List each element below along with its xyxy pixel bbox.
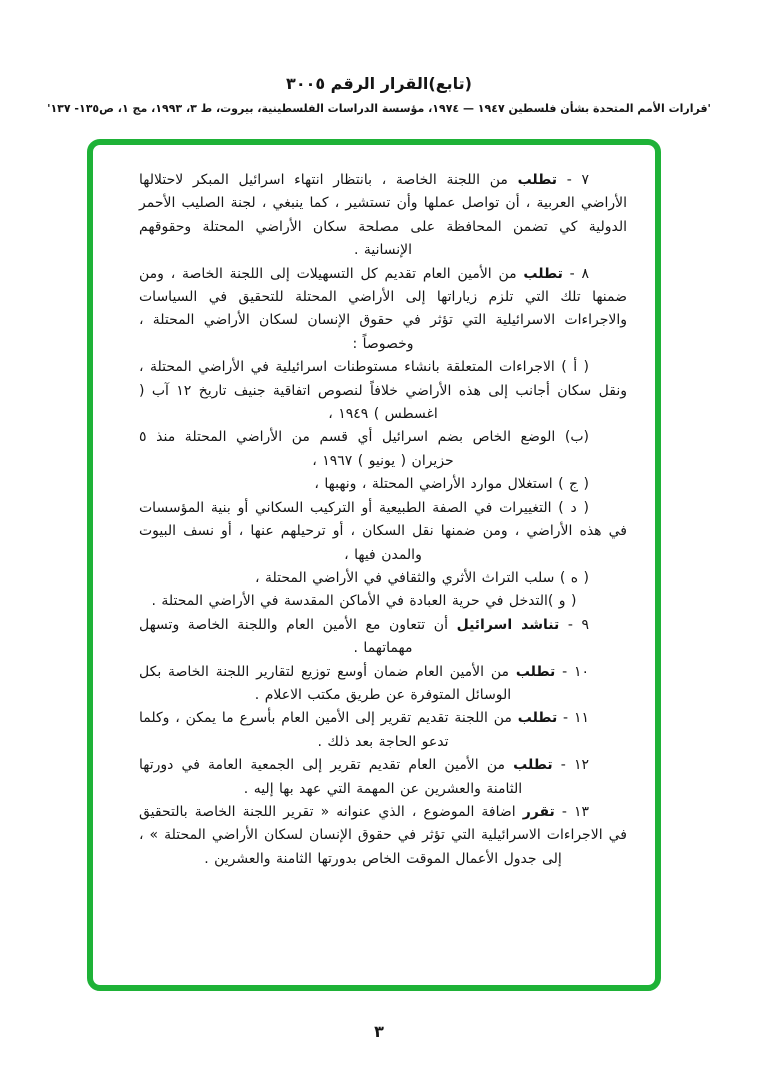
paragraph-10 xyxy=(139,661,627,708)
paragraph-11 xyxy=(139,707,627,754)
paragraph-13 xyxy=(139,801,627,871)
para-text: من الأمين العام تقديم كل التسهيلات إلى اللجنة الخاصة ، ومن ضمنها تلك التي تلزم زياراتها إلى الأراضي المحتلة للتحقيق في السياسات والاجراءات الاسرائيلية التي تؤثر في حقوق الإنسان لسكان الأراضي المحتلة ، وخصوصاً : xyxy=(139,265,627,352)
subitem-ha xyxy=(139,567,627,590)
subitem-ba xyxy=(139,426,627,473)
citation-line: 'قرارات الأمم المتحدة بشأن فلسطين ١٩٤٧ — ١٩٧٤، مؤسسة الدراسات الفلسطينية، بيروت، ط ٣، ١٩٩٣، مج ١، ص١٣٥- ١٣٧' xyxy=(47,102,711,115)
para-number: ( ج ) xyxy=(552,476,589,493)
para-text: التدخل في حرية العبادة في الأماكن المقدسة في الأراضي المحتلة . xyxy=(151,593,548,610)
subitem-waw xyxy=(139,590,627,613)
para-number: ( د ) xyxy=(551,499,589,516)
para-text: استغلال موارد الأراضي المحتلة ، ونهبها ، xyxy=(314,476,553,493)
paragraph-7 xyxy=(139,169,627,263)
para-text: الوضع الخاص بضم اسرائيل أي قسم من الأراضي المحتلة منذ ٥ حزيران ( يونيو ) ١٩٦٧ ، xyxy=(139,429,556,469)
para-text: سلب التراث الأثري والثقافي في الأراضي المحتلة ، xyxy=(255,569,555,586)
para-text: اضافة الموضوع ، الذي عنوانه « تقرير اللجنة الخاصة بالتحقيق في الاجراءات الاسرائيلية التي تؤثر في حقوق الإنسان لسكان الأراضي المحتلة » ، إلى جدول الأعمال الموقت الخاص بدورتها الثامنة والعشرين . xyxy=(139,803,627,867)
para-text: من الأمين العام تقديم تقرير إلى الجمعية العامة في دورتها الثامنة والعشرين عن المهمة التي عهد بها إليه . xyxy=(139,757,523,797)
para-number: ١٠ - xyxy=(555,663,590,680)
page-number: ٣ xyxy=(374,1022,384,1041)
para-text: من اللجنة تقديم تقرير إلى الأمين العام بأسرع ما يمكن ، وكلما تدعو الحاجة بعد ذلك . xyxy=(139,710,518,750)
subitem-jeem xyxy=(139,473,627,496)
para-keyword: تناشد اسرائيل xyxy=(456,616,560,633)
subitem-dal xyxy=(139,497,627,567)
para-number: ١١ - xyxy=(557,710,590,727)
paragraph-12 xyxy=(139,754,627,801)
paragraph-9 xyxy=(139,614,627,661)
para-number: ( أ ) xyxy=(554,359,589,376)
document-frame xyxy=(87,139,661,991)
resolution-body xyxy=(93,145,655,871)
para-text: الاجراءات المتعلقة بانشاء مستوطنات اسرائيلية في الأراضي المحتلة ، ونقل سكان أجانب إلى هذه الأراضي خلافاً لنصوص اتفاقية جنيف تاريخ ١٢ آب ( اغسطس ) ١٩٤٩ ، xyxy=(139,359,627,423)
para-number: ١٣ - xyxy=(554,803,589,820)
para-number: ٨ - xyxy=(562,265,590,282)
para-keyword: تطلب xyxy=(513,757,553,774)
para-text: من الأمين العام ضمان أوسع توزيع لتقارير اللجنة الخاصة بكل الوسائل المتوفرة عن طريق مكتب الاعلام . xyxy=(139,663,516,703)
para-text: أن تتعاون مع الأمين العام واللجنة الخاصة وتسهل مهماتهما . xyxy=(139,616,457,657)
para-number: ١٢ - xyxy=(552,757,589,774)
para-number: ٧ - xyxy=(557,172,589,188)
para-keyword: تقرر xyxy=(522,803,555,820)
para-text: من اللجنة الخاصة ، بانتظار انتهاء اسرائيل المبكر لاحتلالها الأراضي العربية ، أن تواصل عملها وأن تستشير ، كما ينبغي ، لجنة الصليب الأحمر الدولية كي تضمن المحافظة على مصلحة سكان الأراضي المحتلة وحقوقهم الإنسانية . xyxy=(139,172,627,259)
para-number: ٩ - xyxy=(559,616,590,633)
para-text: التغييرات في الصفة الطبيعية أو التركيب السكاني أو بنية المؤسسات في هذه الأراضي ، ومن ضمنها نقل السكان ، أو ترحيلهم عنها ، أو نسف البيوت والمدن فيها ، xyxy=(139,499,627,563)
para-keyword: تطلب xyxy=(517,172,558,188)
para-keyword: تطلب xyxy=(523,265,563,282)
paragraph-8 xyxy=(139,263,627,357)
page-title: (تابع)القرار الرقم ٣٠٠٥ xyxy=(286,74,472,93)
para-keyword: تطلب xyxy=(515,663,556,680)
subitem-alef xyxy=(139,356,627,426)
para-number: (ب) xyxy=(555,429,590,446)
para-keyword: تطلب xyxy=(517,710,558,727)
para-number: ( و ) xyxy=(547,593,577,610)
para-number: ( ه ) xyxy=(554,569,589,586)
